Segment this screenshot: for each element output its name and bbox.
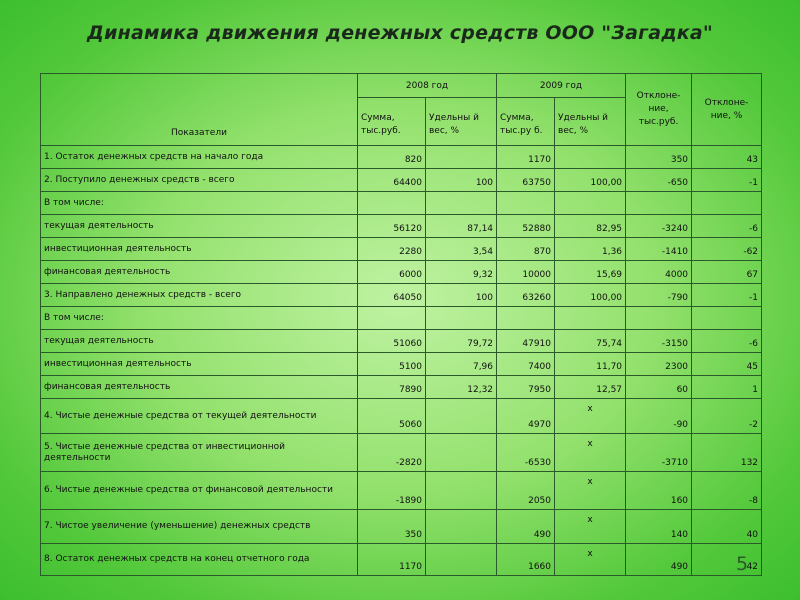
table-row: [41, 376, 762, 399]
deviation-pct-cell: 67: [692, 261, 762, 284]
row-label: 6. Чистые денежные средства от финансовой деятельности: [41, 472, 358, 510]
header-row-years: [41, 74, 762, 98]
sum-2008-cell: [358, 192, 426, 215]
sum-2008-cell: [358, 307, 426, 330]
share-2008-cell: [426, 399, 497, 434]
deviation-abs-cell: -3240: [626, 215, 692, 238]
deviation-pct-header: Отклоне-ние, %: [692, 74, 762, 146]
year-2009-header: 2009 год: [497, 74, 626, 98]
share-2008-cell: [426, 192, 497, 215]
row-label: финансовая деятельность: [41, 376, 358, 399]
share-2009-cell: x: [555, 544, 626, 576]
share-2009-cell: x: [555, 472, 626, 510]
share-2009-cell: [555, 307, 626, 330]
deviation-pct-cell: 40: [692, 510, 762, 544]
deviation-abs-cell: 140: [626, 510, 692, 544]
deviation-abs-cell: [626, 192, 692, 215]
table-row: [41, 510, 762, 544]
sum-2008-cell: 64050: [358, 284, 426, 307]
sum-2009-cell: 1660: [497, 544, 555, 576]
deviation-pct-cell: -1: [692, 284, 762, 307]
sum-2009-cell: 2050: [497, 472, 555, 510]
share-2009-cell: 15,69: [555, 261, 626, 284]
share-2008-cell: [426, 307, 497, 330]
deviation-pct-cell: -6: [692, 215, 762, 238]
share-2008-cell: [426, 434, 497, 472]
table-row: [41, 238, 762, 261]
table-row: [41, 169, 762, 192]
table-row: [41, 472, 762, 510]
deviation-abs-cell: -3150: [626, 330, 692, 353]
deviation-abs-cell: 2300: [626, 353, 692, 376]
deviation-pct-cell: [692, 192, 762, 215]
row-label: инвестиционная деятельность: [41, 238, 358, 261]
row-label: 2. Поступило денежных средств - всего: [41, 169, 358, 192]
share-2008-cell: 79,72: [426, 330, 497, 353]
deviation-pct-cell: 45: [692, 353, 762, 376]
sum-2009-cell: 490: [497, 510, 555, 544]
deviation-pct-cell: 1: [692, 376, 762, 399]
table-row: [41, 353, 762, 376]
sum-2008-cell: 5100: [358, 353, 426, 376]
row-label: В том числе:: [41, 307, 358, 330]
row-label: 5. Чистые денежные средства от инвестиционной деятельности: [41, 434, 358, 472]
table-row: [41, 399, 762, 434]
share-2008-cell: 7,96: [426, 353, 497, 376]
sum-2008-cell: 5060: [358, 399, 426, 434]
deviation-abs-cell: 490: [626, 544, 692, 576]
cash-flow-table: [40, 73, 762, 576]
sum-2008-cell: 7890: [358, 376, 426, 399]
deviation-pct-cell: -62: [692, 238, 762, 261]
share-2009-header: Удельны й вес, %: [555, 98, 626, 146]
deviation-abs-cell: -90: [626, 399, 692, 434]
sum-2008-cell: 56120: [358, 215, 426, 238]
row-label: текущая деятельность: [41, 330, 358, 353]
share-2009-cell: 82,95: [555, 215, 626, 238]
sum-2008-cell: -2820: [358, 434, 426, 472]
deviation-abs-cell: 350: [626, 146, 692, 169]
sum-2009-cell: [497, 307, 555, 330]
share-2008-cell: 12,32: [426, 376, 497, 399]
year-2008-header: 2008 год: [358, 74, 497, 98]
share-2008-cell: [426, 472, 497, 510]
share-2008-cell: 3,54: [426, 238, 497, 261]
row-label: инвестиционная деятельность: [41, 353, 358, 376]
row-label: В том числе:: [41, 192, 358, 215]
share-2008-cell: 9,32: [426, 261, 497, 284]
table-row: [41, 192, 762, 215]
row-label: 8. Остаток денежных средств на конец отчетного года: [41, 544, 358, 576]
share-2009-cell: 11,70: [555, 353, 626, 376]
share-2008-cell: [426, 146, 497, 169]
table-row: [41, 434, 762, 472]
share-2009-cell: 75,74: [555, 330, 626, 353]
deviation-abs-cell: [626, 307, 692, 330]
sum-2008-cell: 64400: [358, 169, 426, 192]
row-label: 3. Направлено денежных средств - всего: [41, 284, 358, 307]
row-label: 7. Чистое увеличение (уменьшение) денежных средств: [41, 510, 358, 544]
share-2008-cell: 87,14: [426, 215, 497, 238]
row-label: финансовая деятельность: [41, 261, 358, 284]
sum-2009-cell: 47910: [497, 330, 555, 353]
sum-2009-header: Сумма, тыс.ру б.: [497, 98, 555, 146]
deviation-pct-cell: 132: [692, 434, 762, 472]
sum-2009-cell: 63260: [497, 284, 555, 307]
table-row: [41, 330, 762, 353]
page-number: 5: [736, 553, 749, 575]
sum-2008-cell: 820: [358, 146, 426, 169]
table-row: [41, 146, 762, 169]
deviation-abs-cell: -650: [626, 169, 692, 192]
row-label: 4. Чистые денежные средства от текущей деятельности: [41, 399, 358, 434]
sum-2009-cell: 63750: [497, 169, 555, 192]
deviation-abs-cell: 60: [626, 376, 692, 399]
share-2009-cell: x: [555, 399, 626, 434]
deviation-pct-cell: -1: [692, 169, 762, 192]
deviation-pct-cell: [692, 307, 762, 330]
deviation-abs-cell: -3710: [626, 434, 692, 472]
share-2008-cell: [426, 544, 497, 576]
indicators-header: Показатели: [41, 74, 358, 146]
sum-2009-cell: [497, 192, 555, 215]
sum-2008-cell: 350: [358, 510, 426, 544]
share-2009-cell: x: [555, 510, 626, 544]
page-title: Динамика движения денежных средств ООО "Загадка": [86, 22, 714, 44]
share-2009-cell: x: [555, 434, 626, 472]
deviation-pct-cell: -2: [692, 399, 762, 434]
share-2008-cell: 100: [426, 284, 497, 307]
row-label: текущая деятельность: [41, 215, 358, 238]
sum-2008-cell: -1890: [358, 472, 426, 510]
deviation-abs-cell: 4000: [626, 261, 692, 284]
deviation-pct-cell: 42: [692, 544, 762, 576]
share-2009-cell: 12,57: [555, 376, 626, 399]
sum-2008-header: Сумма, тыс.руб.: [358, 98, 426, 146]
table-row: [41, 215, 762, 238]
share-2008-header: Удельны й вес, %: [426, 98, 497, 146]
sum-2009-cell: 7400: [497, 353, 555, 376]
share-2009-cell: [555, 146, 626, 169]
sum-2008-cell: 2280: [358, 238, 426, 261]
share-2009-cell: 1,36: [555, 238, 626, 261]
deviation-abs-cell: -1410: [626, 238, 692, 261]
sum-2008-cell: 6000: [358, 261, 426, 284]
sum-2009-cell: -6530: [497, 434, 555, 472]
sum-2009-cell: 7950: [497, 376, 555, 399]
sum-2009-cell: 4970: [497, 399, 555, 434]
deviation-pct-cell: 43: [692, 146, 762, 169]
sum-2009-cell: 10000: [497, 261, 555, 284]
deviation-abs-cell: -790: [626, 284, 692, 307]
share-2009-cell: 100,00: [555, 284, 626, 307]
table-row: [41, 307, 762, 330]
row-label: 1. Остаток денежных средств на начало года: [41, 146, 358, 169]
table-row: [41, 261, 762, 284]
sum-2009-cell: 52880: [497, 215, 555, 238]
share-2008-cell: [426, 510, 497, 544]
sum-2008-cell: 1170: [358, 544, 426, 576]
share-2009-cell: 100,00: [555, 169, 626, 192]
table-row: [41, 284, 762, 307]
sum-2008-cell: 51060: [358, 330, 426, 353]
table-row: [41, 544, 762, 576]
share-2008-cell: 100: [426, 169, 497, 192]
deviation-abs-cell: 160: [626, 472, 692, 510]
sum-2009-cell: 870: [497, 238, 555, 261]
deviation-abs-header: Отклоне-ние, тыс.руб.: [626, 74, 692, 146]
share-2009-cell: [555, 192, 626, 215]
deviation-pct-cell: -8: [692, 472, 762, 510]
sum-2009-cell: 1170: [497, 146, 555, 169]
deviation-pct-cell: -6: [692, 330, 762, 353]
